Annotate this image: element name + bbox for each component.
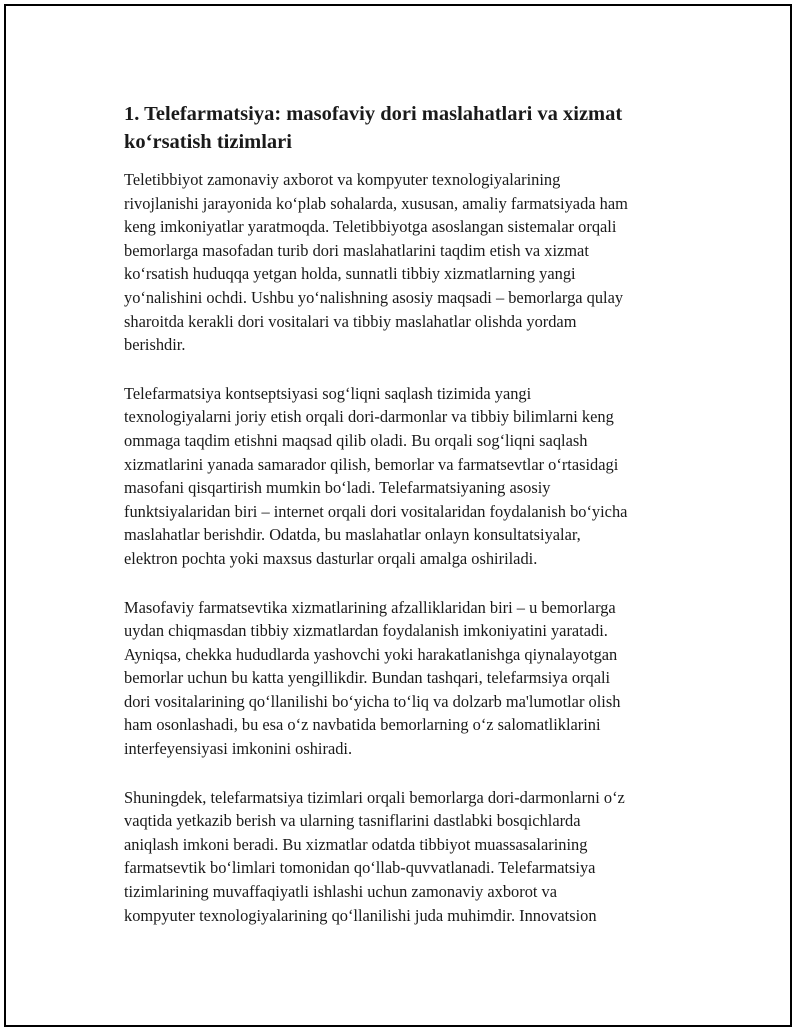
text-line: farmatsevtik bo‘limlari tomonidan qo‘llab-quvvatlanadi. Telefarmatsiya <box>124 858 596 878</box>
text-line: Teletibbiyot zamonaviy axborot va kompyuter texnologiyalarining <box>124 170 561 189</box>
text-line: yo‘nalishini ochdi. Ushbu yo‘nalishning asosiy maqsadi – bemorlarga qulay <box>124 287 624 307</box>
text-line: aniqlash imkoni beradi. Bu xizmatlar odatda tibbiyot muassasalarining <box>124 834 588 854</box>
section-title-line: 1. Telefarmatsiya: masofaviy dori maslahatlari va xizmat <box>124 103 623 125</box>
text-line: texnologiyalarni joriy etish orqali dori-darmonlar va tibbiy bilimlarni keng <box>124 407 614 427</box>
text-line: sharoitda kerakli dori vositalari va tibbiy maslahatlar olishda yordam <box>124 311 577 331</box>
paragraph <box>124 382 704 571</box>
section-title-line: ko‘rsatish tizimlari <box>124 131 292 153</box>
text-line: berishdir. <box>124 335 186 355</box>
text-line: xizmatlarini yanada samarador qilish, bemorlar va farmatsevtlar o‘rtasidagi <box>124 454 619 474</box>
section-title <box>124 100 704 156</box>
text-line: ommaga taqdim etishni maqsad qilib oladi. Bu orqali sog‘liqni saqlash <box>124 430 588 450</box>
text-line: elektron pochta yoki maxsus dasturlar orqali amalga oshiriladi. <box>124 548 538 568</box>
text-line: masofani qisqartirish mumkin bo‘ladi. Telefarmatsiyaning asosiy <box>124 478 551 498</box>
text-line: ko‘rsatish huduqqa yetgan holda, sunnatli tibbiy xizmatlarning yangi <box>124 264 576 284</box>
text-line: vaqtida yetkazib berish va ularning tasniflarini dastlabki bosqichlarda <box>124 811 581 831</box>
text-line: Shuningdek, telefarmatsiya tizimlari orqali bemorlarga dori-darmonlarni o‘z <box>124 787 625 807</box>
text-line: interfeyensiyasi imkonini oshiradi. <box>124 739 353 759</box>
text-line: dori vositalarining qo‘llanilishi bo‘yicha to‘liq va dolzarb ma'lumotlar olish <box>124 691 621 711</box>
paragraph <box>124 596 704 761</box>
document-body <box>124 100 704 952</box>
text-line: tizimlarining muvaffaqiyatli ishlashi uchun zamonaviy axborot va <box>124 882 558 902</box>
text-line: ham osonlashadi, bu esa o‘z navbatida bemorlarning o‘z salomatliklarini <box>124 715 601 735</box>
text-line: bemorlar uchun bu katta yengillikdir. Bundan tashqari, telefarmsiya orqali <box>124 668 611 688</box>
text-line: Ayniqsa, chekka hududlarda yashovchi yoki harakatlanishga qiynalayotgan <box>124 644 618 664</box>
text-line: bemorlarga masofadan turib dori maslahatlarini taqdim etish va xizmat <box>124 240 589 260</box>
text-line: rivojlanishi jarayonida ko‘plab sohalarda, xususan, amaliy farmatsiyada ham <box>124 193 628 213</box>
paragraph <box>124 786 704 928</box>
paragraph <box>124 168 704 357</box>
text-line: kompyuter texnologiyalarining qo‘llanilishi juda muhimdir. Innovatsion <box>124 905 597 925</box>
text-line: Masofaviy farmatsevtika xizmatlarining afzalliklaridan biri – u bemorlarga <box>124 597 616 617</box>
page-frame <box>4 4 792 1027</box>
text-line: funktsiyalaridan biri – internet orqali dori vositalaridan foydalanish bo‘yicha <box>124 501 628 521</box>
text-line: uydan chiqmasdan tibbiy xizmatlardan foydalanish imkoniyatini yaratadi. <box>124 621 608 641</box>
text-line: keng imkoniyatlar yaratmoqda. Teletibbiyotga asoslangan sistemalar orqali <box>124 217 617 237</box>
text-line: maslahatlar berishdir. Odatda, bu maslahatlar onlayn konsultatsiyalar, <box>124 525 581 545</box>
text-line: Telefarmatsiya kontseptsiyasi sog‘liqni saqlash tizimida yangi <box>124 383 532 403</box>
